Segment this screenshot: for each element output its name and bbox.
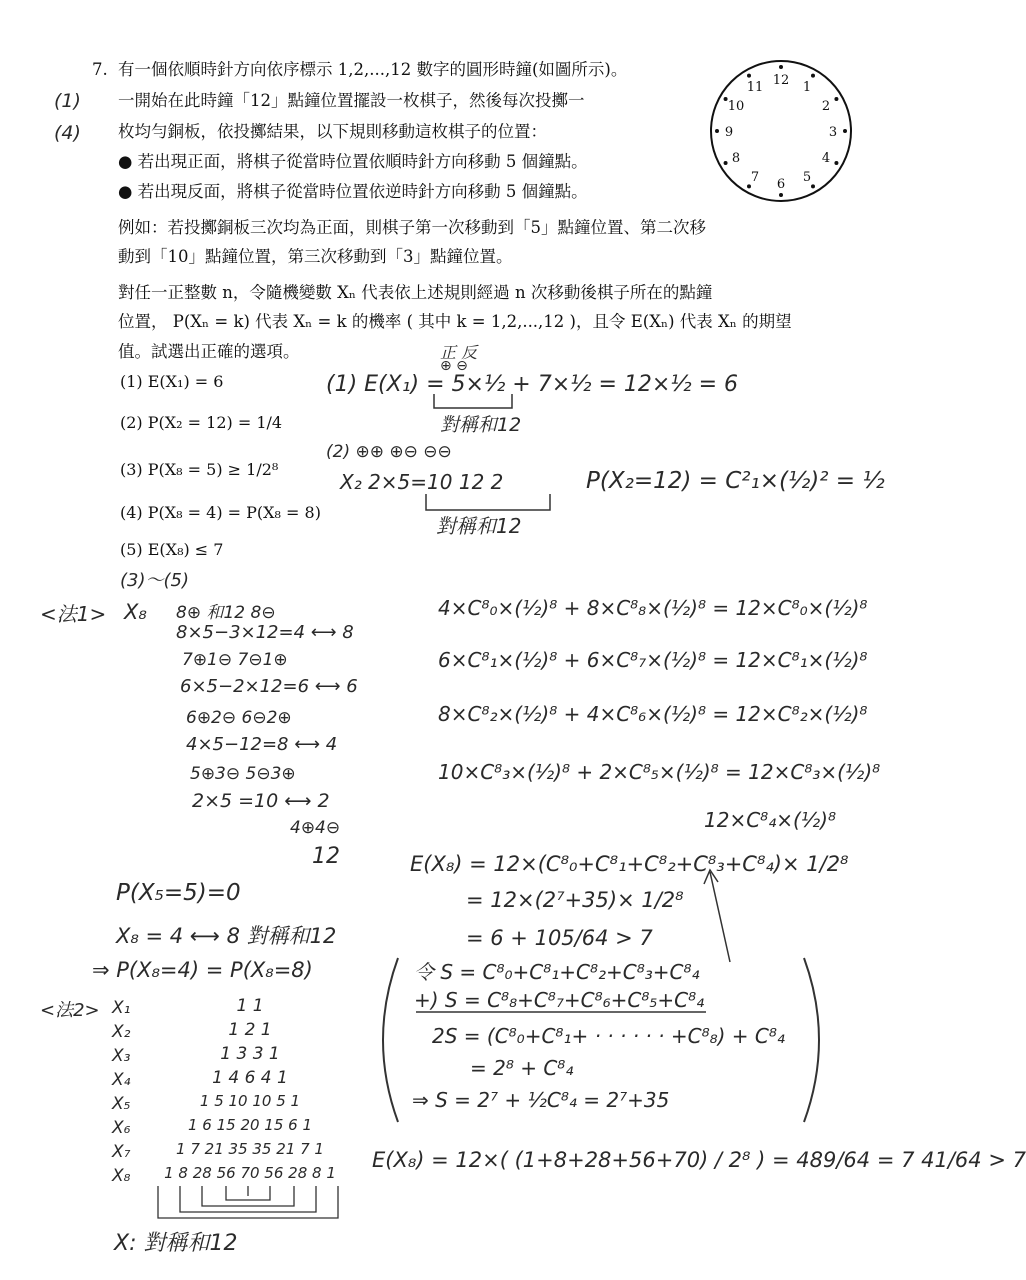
- method2-label: <法2>: [40, 1000, 100, 1021]
- clock-tick-dot: [715, 129, 719, 133]
- opt2-formula: P(X₂=12) = C²₁×(½)² = ½: [586, 468, 885, 494]
- clock-tick-dot: [779, 193, 783, 197]
- clock-number: 5: [802, 170, 812, 186]
- case-line: 2×5 =10 ⟷ 2: [192, 790, 330, 812]
- opt1-symmetry-note: 對稱和12: [440, 414, 522, 436]
- answer-range: (3)～(5): [120, 570, 189, 591]
- expectation-line: E(X₈) = 12×(C⁸₀+C⁸₁+C⁸₂+C⁸₃+C⁸₄)× 1/2⁸: [410, 852, 849, 876]
- x-symmetry-note: X: 對稱和12: [114, 1231, 238, 1256]
- sum-line: +) S = C⁸₈+C⁸₇+C⁸₆+C⁸₅+C⁸₄: [414, 988, 705, 1012]
- opt2-row: X₂ 2×5=10 12 2: [340, 470, 504, 494]
- problem-line-1: 有一個依順時針方向依序標示 1,2,...,12 數字的圓形時鐘(如圖所示)。: [118, 60, 628, 79]
- case-line: 6⊕2⊖ 6⊖2⊕: [186, 708, 292, 728]
- side-mark-4: (4): [54, 122, 81, 144]
- problem-def-1: 對任一正整數 n，令隨機變數 Xₙ 代表依上述規則經過 n 次移動後棋子所在的點鐘: [118, 283, 713, 302]
- clock-numbers: [725, 73, 837, 192]
- clock-tick-dot: [811, 184, 815, 188]
- pair-sum-line: 8×C⁸₂×(½)⁸ + 4×C⁸₆×(½)⁸ = 12×C⁸₂×(½)⁸: [438, 702, 868, 726]
- clock-number: 11: [746, 79, 764, 95]
- clock-tick-dot: [834, 97, 838, 101]
- method1-label: <法1>: [40, 602, 107, 626]
- problem-example-2: 動到「10」點鐘位置，第三次移動到「3」點鐘位置。: [118, 247, 513, 266]
- pascal-row: 1 6 15 20 15 6 1: [187, 1116, 313, 1134]
- final-expectation: E(X₈) = 12×( (1+8+28+56+70) / 2⁸ ) = 489/64 = 7 41/64 > 7: [372, 1148, 1026, 1172]
- pair-sum-line: 12×C⁸₄×(½)⁸: [704, 808, 836, 832]
- option-3: (3) P(X₈ = 5) ≥ 1/2⁸: [120, 460, 279, 479]
- sum-line: = 2⁸ + C⁸₄: [470, 1056, 574, 1080]
- problem-rule-heads: ● 若出現正面，將棋子從當時位置依順時針方向移動 5 個鐘點。: [118, 152, 588, 171]
- sum-line: 2S = (C⁸₀+C⁸₁+ · · · · · · +C⁸₈) + C⁸₄: [432, 1024, 785, 1048]
- opt1-formula: (1) E(X₁) = 5×½ + 7×½ = 12×½ = 6: [326, 372, 739, 397]
- problem-def-3: 值。試選出正確的選項。: [118, 342, 300, 361]
- clock-figure: [706, 56, 856, 206]
- clock-tick-dot: [724, 161, 728, 165]
- clock-tick-dot: [747, 74, 751, 78]
- sum-line: ⇒ S = 2⁷ + ½C⁸₄ = 2⁷+35: [412, 1088, 670, 1112]
- clock-number: 9: [724, 125, 734, 140]
- opt2-signs: (2) ⊕⊕ ⊕⊖ ⊖⊖: [326, 442, 452, 462]
- pascal-label: X₁: [112, 998, 131, 1018]
- option-2: (2) P(X₂ = 12) = 1/4: [120, 413, 283, 432]
- clock-number: 8: [731, 151, 741, 166]
- pascal-row: 1 3 3 1: [220, 1044, 280, 1064]
- pair-sum-line: 4×C⁸₀×(½)⁸ + 8×C⁸₈×(½)⁸ = 12×C⁸₀×(½)⁸: [438, 596, 868, 620]
- clock-number: 3: [828, 125, 838, 140]
- pair-sum-line: 6×C⁸₁×(½)⁸ + 6×C⁸₇×(½)⁸ = 12×C⁸₁×(½)⁸: [438, 648, 868, 672]
- problem-number: 7.: [92, 60, 108, 79]
- clock-tick-dot: [843, 129, 847, 133]
- method1-variable: X₈: [124, 600, 147, 624]
- expectation-line: = 6 + 105/64 > 7: [466, 926, 653, 950]
- case-line: 12: [312, 844, 340, 869]
- clock-number: 4: [821, 151, 831, 166]
- pascal-row: 1 2 1: [228, 1020, 272, 1040]
- pascal-row: 1 5 10 10 5 1: [199, 1092, 301, 1110]
- heads-tails-label: 正 反: [440, 343, 478, 362]
- side-mark-1: (1): [54, 90, 81, 112]
- case-line: 8⊕ 和12 8⊖: [176, 603, 276, 623]
- pascal-row: 1 7 21 35 35 21 7 1: [176, 1140, 324, 1158]
- clock-number: 7: [750, 170, 760, 186]
- pascal-row: 1 8 28 56 70 56 28 8 1: [164, 1164, 336, 1182]
- heads-tails-signs: ⊕ ⊖: [440, 358, 468, 374]
- x8-symmetry-note: X₈ = 4 ⟷ 8 對稱和12: [116, 924, 337, 948]
- problem-def-2: 位置， P(Xₙ = k) 代表 Xₙ = k 的機率 ( 其中 k = 1,2,...,12 )，且令 E(Xₙ) 代表 Xₙ 的期望: [118, 312, 792, 331]
- pascal-label: X₇: [112, 1142, 131, 1162]
- clock-tick-dot: [779, 65, 783, 69]
- pascal-label: X₈: [112, 1166, 131, 1186]
- option-5: (5) E(X₈) ≤ 7: [120, 540, 224, 559]
- clock-number: 10: [727, 99, 745, 114]
- pascal-label: X₃: [112, 1046, 131, 1066]
- case-line: 4×5−12=8 ⟷ 4: [186, 734, 338, 755]
- pair-sum-line: 10×C⁸₃×(½)⁸ + 2×C⁸₅×(½)⁸ = 12×C⁸₃×(½)⁸: [438, 760, 881, 784]
- clock-tick-dot: [834, 161, 838, 165]
- p5-note: P(X₅=5)=0: [116, 880, 241, 906]
- case-line: 4⊕4⊖: [290, 818, 341, 838]
- expectation-line: = 12×(2⁷+35)× 1/2⁸: [466, 888, 684, 912]
- option-1: (1) E(X₁) = 6: [120, 372, 224, 391]
- pascal-pairing-brackets: [140, 1184, 360, 1224]
- pascal-label: X₅: [112, 1094, 131, 1114]
- problem-line-2: 一開始在此時鐘「12」點鐘位置擺設一枚棋子，然後每次投擲一: [118, 91, 585, 110]
- case-line: 6×5−2×12=6 ⟷ 6: [180, 676, 358, 697]
- pascal-label: X₆: [112, 1118, 131, 1138]
- clock-number: 6: [776, 177, 786, 192]
- pascal-row: 1 1: [236, 996, 264, 1016]
- problem-example-1: 例如：若投擲銅板三次均為正面，則棋子第一次移動到「5」點鐘位置、第二次移: [118, 218, 706, 237]
- clock-tick-dot: [811, 74, 815, 78]
- case-line: 7⊕1⊖ 7⊖1⊕: [182, 650, 288, 670]
- option-4: (4) P(X₈ = 4) = P(X₈ = 8): [120, 503, 321, 522]
- pascal-label: X₂: [112, 1022, 131, 1042]
- case-line: 5⊕3⊖ 5⊖3⊕: [190, 764, 296, 784]
- clock-number: 2: [821, 99, 831, 114]
- problem-rule-tails: ● 若出現反面，將棋子從當時位置依逆時針方向移動 5 個鐘點。: [118, 182, 588, 201]
- problem-line-3: 枚均勻銅板，依投擲結果，以下規則移動這枚棋子的位置：: [118, 122, 547, 141]
- sum-line: 令 S = C⁸₀+C⁸₁+C⁸₂+C⁸₃+C⁸₄: [414, 960, 700, 984]
- clock-number: 1: [802, 79, 812, 95]
- opt2-symmetry-note: 對稱和12: [436, 514, 522, 538]
- p4-p8-note: ⇒ P(X₈=4) = P(X₈=8): [92, 958, 313, 982]
- case-line: 8×5−3×12=4 ⟷ 8: [176, 622, 354, 643]
- clock-number: 12: [772, 73, 790, 88]
- pascal-label: X₄: [112, 1070, 131, 1090]
- pascal-row: 1 4 6 4 1: [212, 1068, 288, 1088]
